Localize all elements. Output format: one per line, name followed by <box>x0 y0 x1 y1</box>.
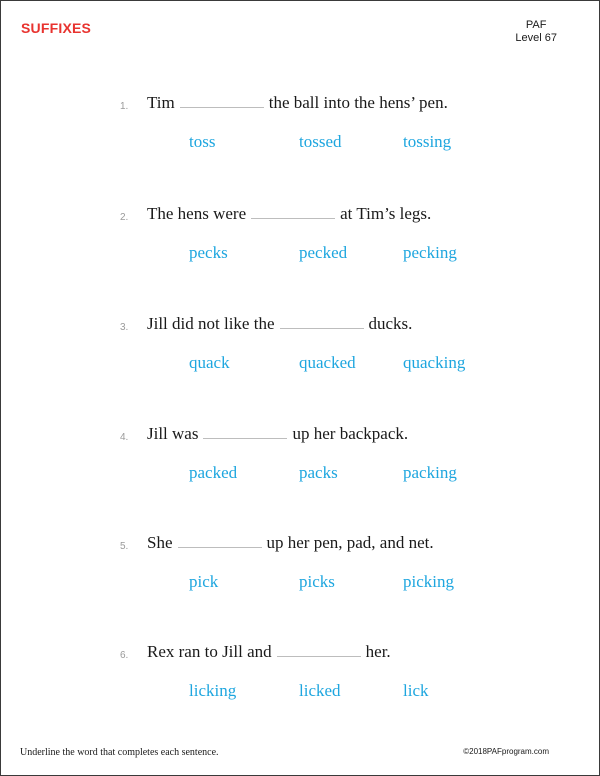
answer-blank <box>203 424 287 439</box>
exercise-number: 4. <box>120 432 129 443</box>
sentence-before: She <box>147 533 173 552</box>
sentence-before: Rex ran to Jill and <box>147 642 272 661</box>
choice-option[interactable]: tossed <box>299 132 342 151</box>
sentence-after: at Tim’s legs. <box>340 204 432 223</box>
program-name: PAF <box>525 19 547 31</box>
exercise-number: 2. <box>120 212 129 223</box>
sentence-after: ducks. <box>368 314 413 333</box>
level-number: Level 67 <box>515 32 557 44</box>
copyright-text: ©2018PAFprogram.com <box>463 747 549 756</box>
exercise-sentence <box>147 204 431 224</box>
choice-option[interactable]: quacked <box>299 353 356 372</box>
exercise-6 <box>1 642 600 722</box>
answer-blank <box>178 533 262 548</box>
sentence-before: Jill was <box>147 424 199 443</box>
choice-option[interactable]: pecks <box>189 243 228 262</box>
sentence-before: Jill did not like the <box>147 314 275 333</box>
exercise-sentence <box>147 533 434 553</box>
choice-option[interactable]: pick <box>189 572 219 591</box>
choice-option[interactable]: packing <box>403 463 457 482</box>
choice-option[interactable]: picks <box>299 572 335 591</box>
answer-blank <box>180 93 264 108</box>
answer-blank <box>251 204 335 219</box>
choice-option[interactable]: tossing <box>403 132 452 151</box>
sentence-before: The hens were <box>147 204 247 223</box>
exercise-1 <box>1 93 600 173</box>
sentence-after: up her backpack. <box>292 424 409 443</box>
exercise-number: 6. <box>120 650 129 661</box>
exercise-3 <box>1 314 600 394</box>
answer-blank <box>277 642 361 657</box>
level-label <box>515 19 557 45</box>
choice-option[interactable]: licked <box>299 681 341 700</box>
choice-option[interactable]: toss <box>189 132 216 151</box>
choice-option[interactable]: pecking <box>403 243 457 262</box>
choice-option[interactable]: lick <box>403 681 429 700</box>
choice-option[interactable]: packs <box>299 463 338 482</box>
choice-option[interactable]: picking <box>403 572 454 591</box>
exercise-number: 3. <box>120 322 129 333</box>
exercise-5 <box>1 533 600 613</box>
exercise-4 <box>1 424 600 504</box>
exercise-sentence <box>147 424 408 444</box>
choice-option[interactable]: pecked <box>299 243 348 262</box>
choice-option[interactable]: packed <box>189 463 238 482</box>
exercise-2 <box>1 204 600 284</box>
worksheet-title: SUFFIXES <box>21 20 92 36</box>
exercise-number: 5. <box>120 541 129 552</box>
choice-option[interactable]: licking <box>189 681 237 700</box>
exercise-number: 1. <box>120 101 129 112</box>
choice-option[interactable]: quacking <box>403 353 466 372</box>
exercise-sentence <box>147 642 391 662</box>
answer-blank <box>280 314 364 329</box>
sentence-after: the ball into the hens’ pen. <box>268 93 448 112</box>
exercise-sentence <box>147 93 448 113</box>
choice-option[interactable]: quack <box>189 353 230 372</box>
sentence-before: Tim <box>147 93 175 112</box>
exercise-sentence <box>147 314 412 334</box>
sentence-after: up her pen, pad, and net. <box>266 533 434 552</box>
instructions-text: Underline the word that completes each sentence. <box>20 747 219 758</box>
sentence-after: her. <box>365 642 391 661</box>
